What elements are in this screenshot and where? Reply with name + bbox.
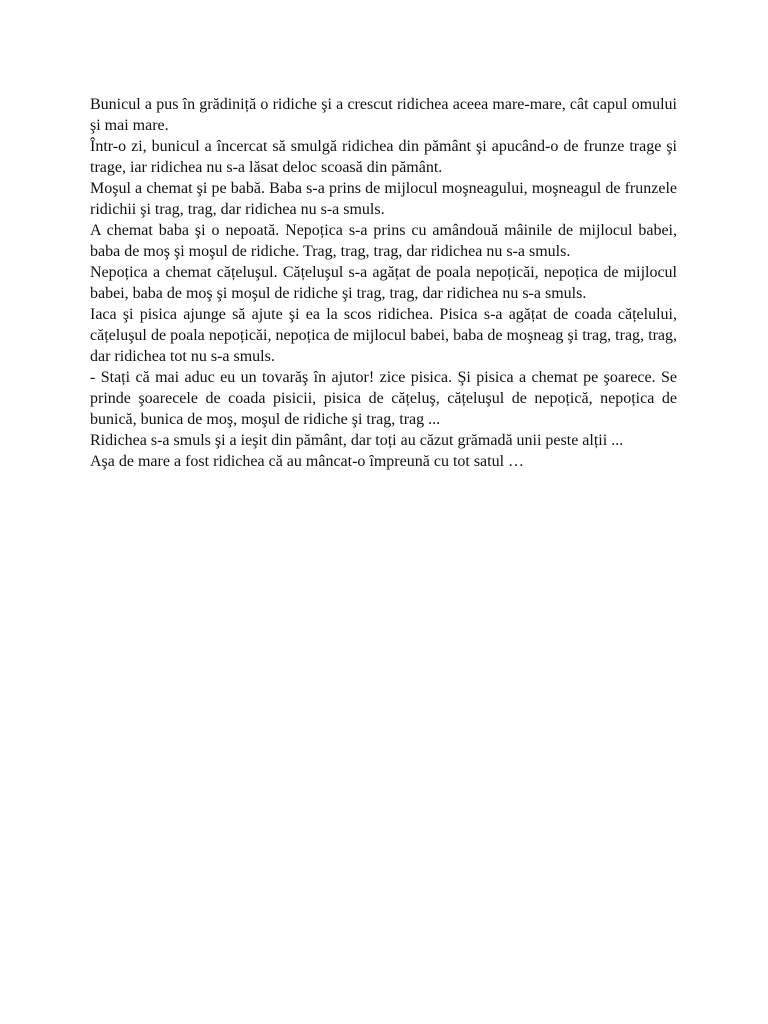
paragraph-3: Moşul a chemat şi pe babă. Baba s-a prins de mijlocul moşneagului, moşneagul de frunzele ridichii şi trag, trag, dar ridichea nu s-a smuls. bbox=[90, 180, 677, 218]
paragraph-6: Iaca şi pisica ajunge să ajute şi ea la scos ridichea. Pisica s-a agățat de coada cățelului, cățeluşul de poala nepoțicăi, nepoțica de mijlocul babei, baba de moşneag şi trag, trag, trag, dar ridichea tot nu s-a smuls. bbox=[90, 306, 677, 365]
paragraph-8: Ridichea s-a smuls şi a ieşit din pământ, dar toți au căzut grămadă unii peste alții ... bbox=[90, 432, 624, 449]
paragraph-4: A chemat baba şi o nepoată. Nepoțica s-a prins cu amândouă mâinile de mijlocul babei, baba de moş şi moşul de ridiche. Trag, trag, trag, dar ridichea nu s-a smuls. bbox=[90, 222, 677, 260]
story-text bbox=[90, 94, 677, 472]
paragraph-7: - Stați că mai aduc eu un tovarăş în ajutor! zice pisica. Şi pisica a chemat pe şoarece. Se prinde şoarecele de coada pisicii, pisica de cățeluş, cățeluşul de nepoțică, nepoțica de bunică, bunica de moş, moşul de ridiche şi trag, trag ... bbox=[90, 369, 677, 428]
paragraph-2: Într-o zi, bunicul a încercat să smulgă ridichea din pământ şi apucând-o de frunze trage şi trage, iar ridichea nu s-a lăsat deloc scoasă din pământ. bbox=[90, 138, 677, 176]
paragraph-9: Aşa de mare a fost ridichea că au mâncat-o împreună cu tot satul … bbox=[90, 453, 525, 470]
paragraph-1: Bunicul a pus în grădiniță o ridiche şi a crescut ridichea aceea mare-mare, cât capul omului şi mai mare. bbox=[90, 96, 677, 134]
paragraph-5: Nepoțica a chemat cățeluşul. Cățeluşul s-a agățat de poala nepoțicăi, nepoțica de mijlocul babei, baba de moş şi moşul de ridiche şi trag, trag, dar ridichea nu s-a smuls. bbox=[90, 264, 677, 302]
